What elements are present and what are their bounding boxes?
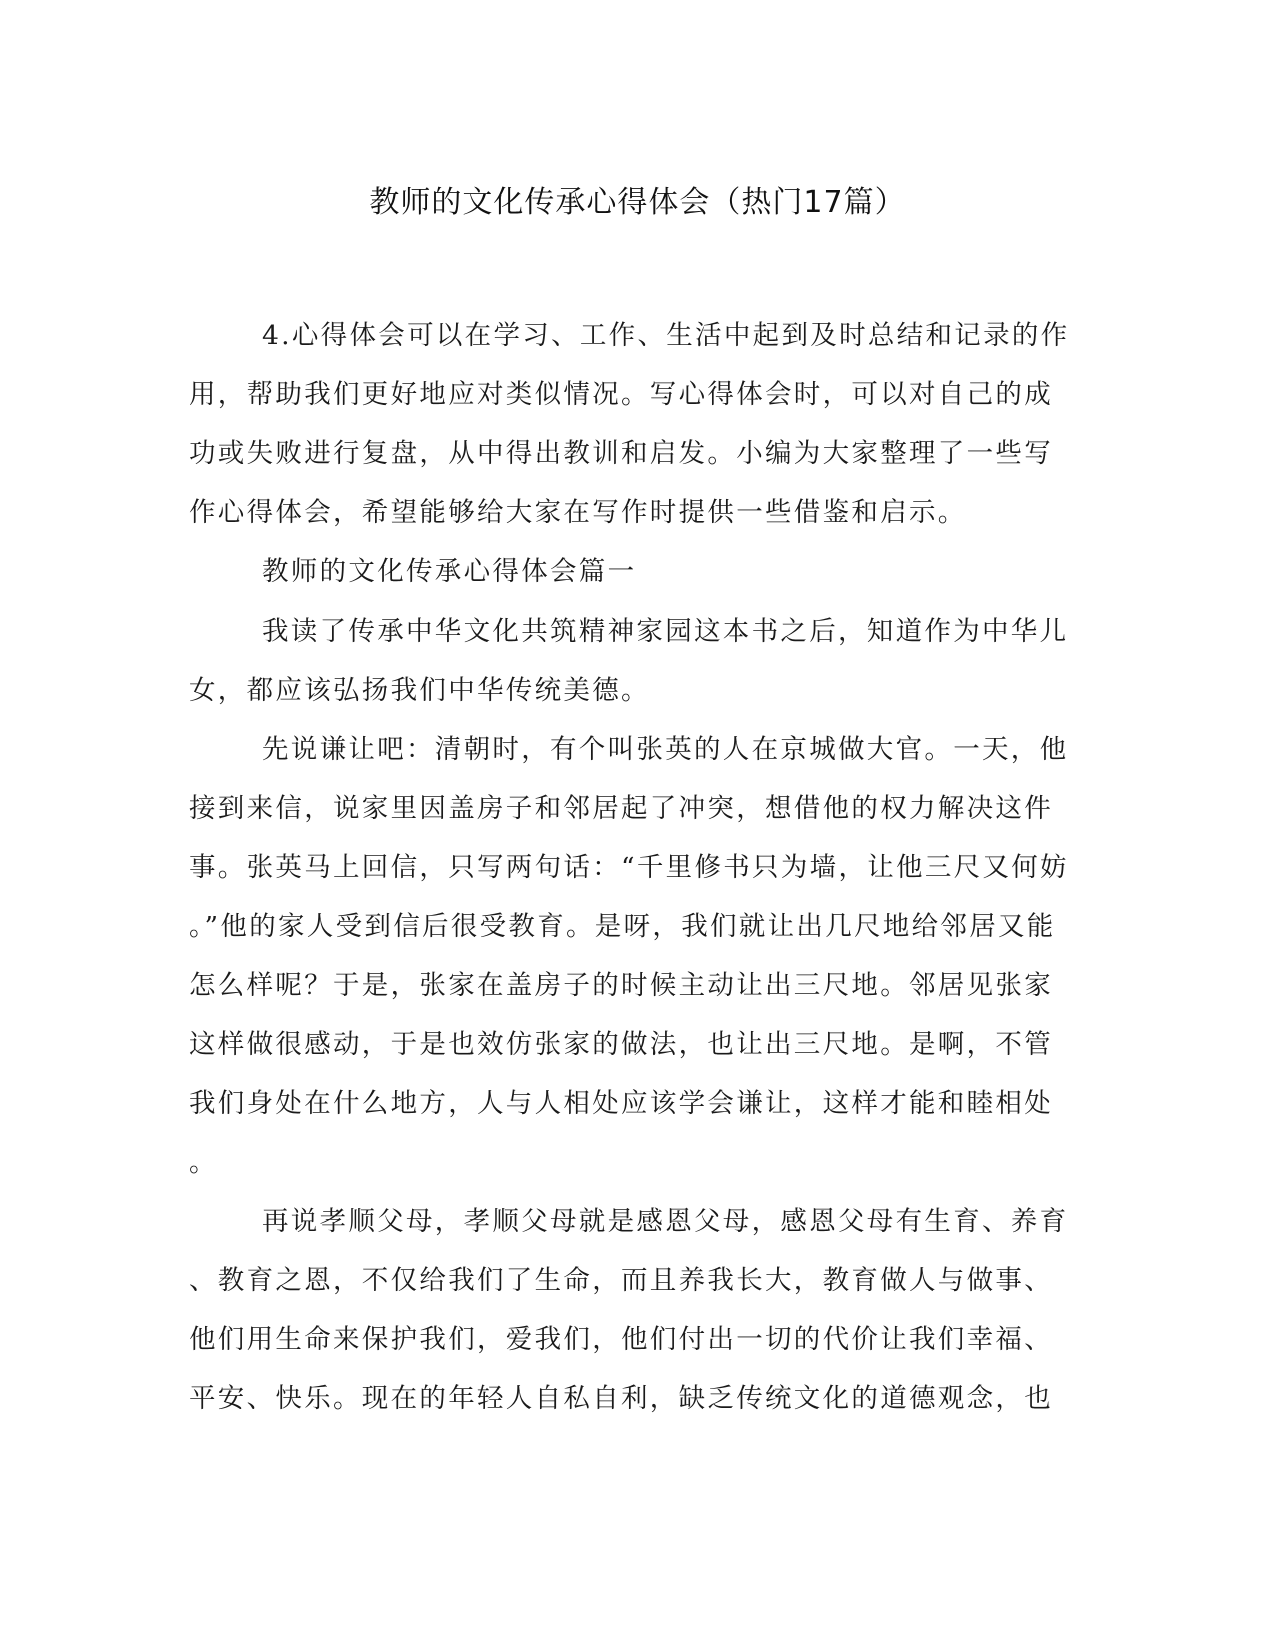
paragraph-line: 作心得体会，希望能够给大家在写作时提供一些借鉴和启示。 (189, 497, 967, 528)
paragraph-line: 我们身处在什么地方，人与人相处应该学会谦让，这样才能和睦相处 (189, 1088, 1053, 1119)
paragraph-line: 他们用生命来保护我们，爱我们，他们付出一切的代价让我们幸福、 (189, 1324, 1053, 1355)
paragraph-line: 事。张英马上回信，只写两句话：“千里修书只为墙，让他三尺又何妨 (189, 852, 1069, 883)
paragraph-line: 这样做很感动，于是也效仿张家的做法，也让出三尺地。是啊，不管 (189, 1029, 1053, 1060)
paragraph-line: 、教育之恩，不仅给我们了生命，而且养我长大，教育做人与做事、 (189, 1265, 1053, 1296)
paragraph-line: 怎么样呢？于是，张家在盖房子的时候主动让出三尺地。邻居见张家 (189, 970, 1053, 1001)
paragraph-line: 。”他的家人受到信后很受教育。是呀，我们就让出几尺地给邻居又能 (189, 911, 1056, 942)
section-heading: 教师的文化传承心得体会篇一 (262, 556, 637, 587)
paragraph-line: 功或失败进行复盘，从中得出教训和启发。小编为大家整理了一些写 (189, 438, 1053, 469)
paragraph-line: 先说谦让吧：清朝时，有个叫张英的人在京城做大官。一天，他 (262, 734, 1069, 765)
paragraph-line: 再说孝顺父母，孝顺父母就是感恩父母，感恩父母有生育、养育 (262, 1206, 1069, 1237)
paragraph-line: 平安、快乐。现在的年轻人自私自利，缺乏传统文化的道德观念，也 (189, 1383, 1053, 1414)
paragraph-line: 。 (189, 1147, 218, 1178)
paragraph-line: 接到来信，说家里因盖房子和邻居起了冲突，想借他的权力解决这件 (189, 793, 1053, 824)
paragraph-line: 4.心得体会可以在学习、工作、生活中起到及时总结和记录的作 (262, 320, 1070, 351)
paragraph-line: 女，都应该弘扬我们中华传统美德。 (189, 675, 650, 706)
paragraph-line: 我读了传承中华文化共筑精神家园这本书之后，知道作为中华儿 (262, 616, 1069, 647)
paragraph-line: 用，帮助我们更好地应对类似情况。写心得体会时，可以对自己的成 (189, 379, 1053, 410)
document-title: 教师的文化传承心得体会（热门17篇） (369, 185, 906, 220)
